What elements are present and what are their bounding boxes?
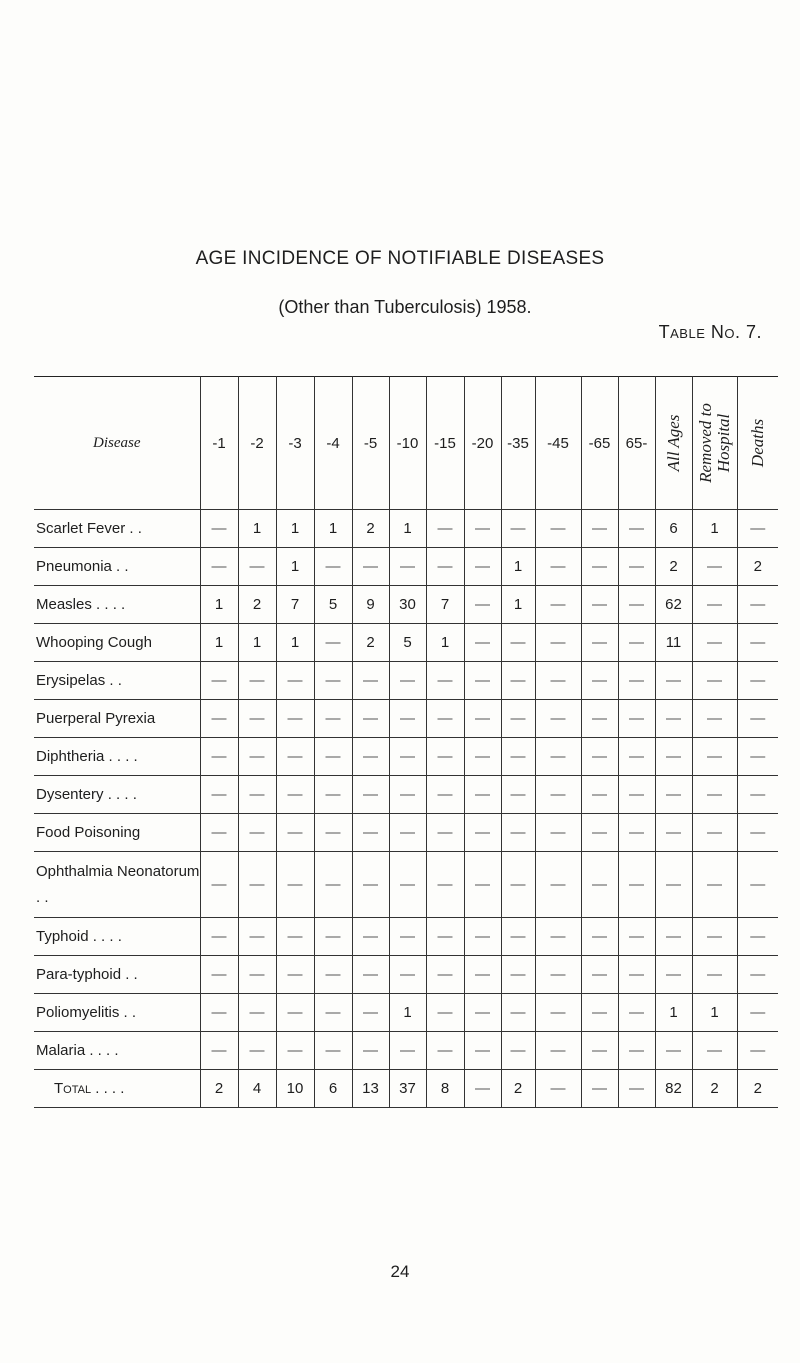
table-cell: 2 (501, 1070, 535, 1108)
page-subtitle: (Other than Tuberculosis) 1958. (278, 297, 532, 317)
table-cell: — (737, 918, 778, 956)
table-cell: — (276, 814, 314, 852)
table-cell: — (655, 776, 692, 814)
table-cell: — (501, 852, 535, 918)
table-cell: — (655, 918, 692, 956)
table-cell: — (238, 776, 276, 814)
table-cell: 1 (389, 510, 426, 548)
table-cell: — (581, 586, 618, 624)
table-cell: — (238, 700, 276, 738)
table-cell: — (655, 956, 692, 994)
table-cell: — (535, 1070, 581, 1108)
table-cell: — (238, 994, 276, 1032)
table-cell: 11 (655, 624, 692, 662)
table-cell: — (352, 814, 389, 852)
table-cell: — (737, 700, 778, 738)
table-cell: — (464, 548, 501, 586)
table-cell: 1 (276, 624, 314, 662)
table-cell: — (426, 510, 464, 548)
removed-label (697, 403, 733, 483)
table-cell: — (314, 1032, 352, 1070)
age-header: -4 (314, 377, 352, 510)
table-cell: — (618, 738, 655, 776)
table-cell: 30 (389, 586, 426, 624)
table-cell: — (692, 814, 737, 852)
table-cell: — (692, 548, 737, 586)
table-cell: — (737, 994, 778, 1032)
table-cell: — (276, 852, 314, 918)
table-cell: — (464, 956, 501, 994)
table-cell: 2 (238, 586, 276, 624)
table-cell: — (692, 776, 737, 814)
table-cell: — (535, 700, 581, 738)
table-cell: — (238, 918, 276, 956)
table-row (34, 586, 778, 624)
table-cell: — (200, 956, 238, 994)
table-cell: — (464, 586, 501, 624)
table-cell: — (581, 510, 618, 548)
header-row (34, 377, 778, 510)
table-cell: — (581, 1032, 618, 1070)
table-cell: — (655, 700, 692, 738)
disease-name: Total . . . . (34, 1070, 200, 1108)
table-cell: — (200, 776, 238, 814)
table-cell: — (737, 662, 778, 700)
disease-name: Dysentery . . . . (34, 776, 200, 814)
table-cell: 2 (352, 510, 389, 548)
table-cell: — (581, 700, 618, 738)
table-cell: — (581, 662, 618, 700)
table-cell: — (426, 1032, 464, 1070)
table-cell: 8 (426, 1070, 464, 1108)
table-cell: 1 (238, 624, 276, 662)
table-cell: — (200, 548, 238, 586)
table-cell: 62 (655, 586, 692, 624)
age-header: -65 (581, 377, 618, 510)
table-cell: — (501, 918, 535, 956)
table-cell: — (314, 814, 352, 852)
table-cell: — (535, 956, 581, 994)
table-cell: — (618, 776, 655, 814)
page-title: AGE INCIDENCE OF NOTIFIABLE DISEASES (195, 248, 605, 269)
table-cell: — (426, 814, 464, 852)
table-cell: — (464, 662, 501, 700)
table-cell: — (535, 994, 581, 1032)
table-cell: — (426, 738, 464, 776)
table-cell: 1 (501, 586, 535, 624)
table-cell: 5 (389, 624, 426, 662)
removed-line2: Hospital (713, 413, 733, 473)
age-header: -5 (352, 377, 389, 510)
table-cell: — (352, 776, 389, 814)
age-header: -45 (535, 377, 581, 510)
disease-name: Diphtheria . . . . (34, 738, 200, 776)
age-header: -1 (200, 377, 238, 510)
table-cell: — (238, 814, 276, 852)
table-cell: — (655, 662, 692, 700)
table-cell: — (535, 1032, 581, 1070)
table-cell: — (737, 852, 778, 918)
table-cell: — (535, 918, 581, 956)
disease-name: Poliomyelitis . . (34, 994, 200, 1032)
table-cell: — (352, 738, 389, 776)
age-header: -3 (276, 377, 314, 510)
table-cell: — (314, 738, 352, 776)
table-cell: — (618, 994, 655, 1032)
table-cell: — (200, 510, 238, 548)
disease-name: Erysipelas . . (34, 662, 200, 700)
table-row (34, 1032, 778, 1070)
table-cell: — (535, 510, 581, 548)
table-cell: — (737, 738, 778, 776)
disease-header: Disease (34, 377, 200, 510)
table-cell: 1 (276, 548, 314, 586)
table-cell: — (618, 956, 655, 994)
table-cell: — (314, 994, 352, 1032)
disease-name: Food Poisoning (34, 814, 200, 852)
table-cell: — (314, 624, 352, 662)
table-cell: — (464, 1032, 501, 1070)
table-cell: — (618, 510, 655, 548)
table-cell: 1 (426, 624, 464, 662)
age-header: -15 (426, 377, 464, 510)
table-cell: — (501, 738, 535, 776)
table-cell: — (200, 852, 238, 918)
table-cell: — (692, 956, 737, 994)
table-cell: — (352, 956, 389, 994)
table-cell: — (238, 956, 276, 994)
table-cell: — (389, 738, 426, 776)
table-body (34, 510, 778, 1108)
table-cell: — (535, 624, 581, 662)
table-cell: — (501, 624, 535, 662)
table-cell: 1 (314, 510, 352, 548)
age-header: 65- (618, 377, 655, 510)
table-cell: — (314, 852, 352, 918)
table-cell: 1 (389, 994, 426, 1032)
table-cell: — (581, 852, 618, 918)
table-cell: — (655, 852, 692, 918)
table-cell: — (352, 548, 389, 586)
table-cell: — (389, 700, 426, 738)
table-cell: — (581, 1070, 618, 1108)
table-cell: 4 (238, 1070, 276, 1108)
table-cell: — (389, 852, 426, 918)
table-cell: — (314, 700, 352, 738)
table-row (34, 814, 778, 852)
table-cell: — (535, 738, 581, 776)
table-cell: — (276, 700, 314, 738)
table-cell: — (352, 852, 389, 918)
removed-line1: Removed to (695, 403, 715, 483)
table-cell: — (501, 700, 535, 738)
table-cell: — (314, 776, 352, 814)
table-cell: — (276, 918, 314, 956)
table-cell: 2 (737, 1070, 778, 1108)
table-cell: — (618, 1070, 655, 1108)
table-cell: — (737, 776, 778, 814)
table-row (34, 956, 778, 994)
table-cell: — (276, 776, 314, 814)
table-cell: — (314, 548, 352, 586)
table-cell: — (352, 918, 389, 956)
table-cell: 37 (389, 1070, 426, 1108)
table-cell: 2 (352, 624, 389, 662)
table-row (34, 1070, 778, 1108)
table-cell: — (737, 510, 778, 548)
table-cell: — (618, 548, 655, 586)
table-cell: — (389, 814, 426, 852)
table-row (34, 662, 778, 700)
table-cell: — (618, 586, 655, 624)
table-number: Table No. 7. (658, 322, 762, 342)
table-cell: — (618, 624, 655, 662)
table-cell: — (737, 586, 778, 624)
table-cell: — (692, 700, 737, 738)
disease-name: Typhoid . . . . (34, 918, 200, 956)
table-cell: — (581, 814, 618, 852)
table-cell: — (426, 852, 464, 918)
table-cell: — (501, 776, 535, 814)
table-cell: 1 (238, 510, 276, 548)
table-cell: — (389, 548, 426, 586)
table-cell: — (389, 776, 426, 814)
table-cell: — (426, 662, 464, 700)
table-cell: — (581, 624, 618, 662)
table-cell: 1 (692, 994, 737, 1032)
table-cell: — (464, 510, 501, 548)
table-cell: — (276, 994, 314, 1032)
table-cell: 1 (200, 624, 238, 662)
table-cell: — (200, 662, 238, 700)
table-cell: — (692, 738, 737, 776)
disease-name: Puerperal Pyrexia (34, 700, 200, 738)
table-cell: — (464, 624, 501, 662)
table-cell: — (501, 814, 535, 852)
table-cell: — (655, 1032, 692, 1070)
table-cell: 2 (655, 548, 692, 586)
table-row (34, 700, 778, 738)
table-cell: — (581, 918, 618, 956)
table-cell: — (314, 956, 352, 994)
table-cell: 6 (314, 1070, 352, 1108)
table-cell: 1 (276, 510, 314, 548)
table-cell: 1 (200, 586, 238, 624)
disease-name: Ophthalmia Neonatorum . . (34, 852, 200, 918)
table-cell: — (426, 918, 464, 956)
table-cell: — (535, 776, 581, 814)
table-cell: — (618, 918, 655, 956)
table-cell: — (238, 548, 276, 586)
table-cell: — (464, 776, 501, 814)
table-cell: — (692, 586, 737, 624)
table-cell: — (238, 738, 276, 776)
table-cell: — (655, 738, 692, 776)
table-cell: — (464, 852, 501, 918)
table-cell: 1 (655, 994, 692, 1032)
table-cell: — (200, 700, 238, 738)
table-cell: 10 (276, 1070, 314, 1108)
table-cell: — (238, 1032, 276, 1070)
table-cell: — (352, 994, 389, 1032)
age-header: -10 (389, 377, 426, 510)
table-row (34, 918, 778, 956)
table-cell: — (200, 918, 238, 956)
table-cell: — (389, 1032, 426, 1070)
table-cell: — (352, 700, 389, 738)
table-cell: — (581, 994, 618, 1032)
age-header: -2 (238, 377, 276, 510)
table-row (34, 852, 778, 918)
table-cell: — (314, 918, 352, 956)
table-row (34, 548, 778, 586)
table-cell: — (618, 814, 655, 852)
table-cell: — (426, 994, 464, 1032)
table-cell: — (464, 1070, 501, 1108)
disease-name: Malaria . . . . (34, 1032, 200, 1070)
table-cell: 7 (276, 586, 314, 624)
table-cell: — (535, 548, 581, 586)
table-cell: — (464, 814, 501, 852)
table-cell: 6 (655, 510, 692, 548)
table-cell: — (352, 1032, 389, 1070)
table-cell: — (276, 956, 314, 994)
table-cell: — (464, 738, 501, 776)
table-cell: — (737, 1032, 778, 1070)
page-number: 24 (390, 1262, 410, 1281)
all-ages-label: All Ages (663, 414, 683, 472)
table-cell: 13 (352, 1070, 389, 1108)
table-cell: — (692, 662, 737, 700)
table-cell: — (737, 956, 778, 994)
table-cell: — (737, 814, 778, 852)
table-cell: — (618, 662, 655, 700)
table-cell: — (426, 700, 464, 738)
disease-name: Pneumonia . . (34, 548, 200, 586)
table-cell: — (501, 1032, 535, 1070)
table-cell: — (238, 852, 276, 918)
table-cell: — (238, 662, 276, 700)
table-cell: — (464, 918, 501, 956)
table-cell: — (618, 1032, 655, 1070)
table-cell: 9 (352, 586, 389, 624)
table-cell: — (426, 956, 464, 994)
table-cell: — (200, 1032, 238, 1070)
removed-to-hospital-header (692, 377, 737, 510)
disease-name: Scarlet Fever . . (34, 510, 200, 548)
table-cell: — (618, 852, 655, 918)
table-cell: 1 (501, 548, 535, 586)
table-row (34, 994, 778, 1032)
table-cell: — (692, 1032, 737, 1070)
table-row (34, 738, 778, 776)
deaths-header (737, 377, 778, 510)
table-cell: — (581, 956, 618, 994)
table-cell: — (501, 510, 535, 548)
disease-name: Measles . . . . (34, 586, 200, 624)
table-cell: — (426, 548, 464, 586)
table-cell: — (618, 700, 655, 738)
table-cell: — (535, 662, 581, 700)
table-cell: — (655, 814, 692, 852)
table-cell: — (200, 994, 238, 1032)
table-cell: — (389, 956, 426, 994)
table-cell: — (352, 662, 389, 700)
table-cell: — (535, 814, 581, 852)
table-cell: — (501, 956, 535, 994)
table-cell: — (692, 852, 737, 918)
table-cell: — (692, 918, 737, 956)
table-cell: 82 (655, 1070, 692, 1108)
disease-table (34, 376, 778, 1108)
table-cell: — (314, 662, 352, 700)
table-row (34, 510, 778, 548)
table-cell: — (200, 814, 238, 852)
table-cell: — (276, 662, 314, 700)
age-header: -20 (464, 377, 501, 510)
table-cell: — (737, 624, 778, 662)
table-row (34, 776, 778, 814)
table-cell: — (389, 918, 426, 956)
table-cell: — (581, 738, 618, 776)
table-row (34, 624, 778, 662)
disease-name: Para-typhoid . . (34, 956, 200, 994)
table-cell: — (535, 852, 581, 918)
table-cell: — (464, 994, 501, 1032)
table-cell: — (581, 776, 618, 814)
table-cell: 2 (200, 1070, 238, 1108)
table-cell: — (692, 624, 737, 662)
table-cell: — (426, 776, 464, 814)
table-cell: — (581, 548, 618, 586)
table-cell: 5 (314, 586, 352, 624)
age-header: -35 (501, 377, 535, 510)
table-cell: — (200, 738, 238, 776)
table-cell: 1 (692, 510, 737, 548)
table-cell: — (276, 738, 314, 776)
table-cell: — (276, 1032, 314, 1070)
table-cell: 7 (426, 586, 464, 624)
disease-name: Whooping Cough (34, 624, 200, 662)
deaths-label: Deaths (747, 418, 767, 468)
all-ages-header (655, 377, 692, 510)
table-cell: — (464, 700, 501, 738)
table-cell: — (389, 662, 426, 700)
table-cell: 2 (692, 1070, 737, 1108)
table-cell: — (501, 662, 535, 700)
table-cell: 2 (737, 548, 778, 586)
table-cell: — (501, 994, 535, 1032)
table-cell: — (535, 586, 581, 624)
